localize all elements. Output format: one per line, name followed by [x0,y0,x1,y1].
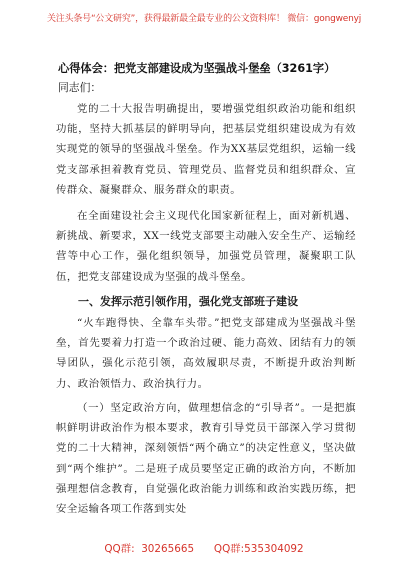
paragraph-1: 党的二十大报告明确提出，要增强党组织政治功能和组织功能，坚持大抓基层的鲜明导向，把基层党组织建设成为有效实现党的领导的坚强战斗堡垒。作为XX基层党组织，运输一线党支部承担着教育党员、管理党员、监督党员和组织群众、宣传群众、凝聚群众、服务群众的职责。 [56,103,356,196]
section-heading: 一、发挥示范引领作用，强化党支部班子建设 [78,295,298,308]
header-banner: 关注头条号“公文研究”，获得最新最全最专业的公文资料库！ 微信：gongwenyj [46,14,362,24]
paragraph-2: 在全面建设社会主义现代化国家新征程上，面对新机遇、新挑战、新要求，XX一线党支部要主动融入安全生产、运输经营等中心工作，强化组织领导，加强党员管理，凝聚职工队伍，把党支部建设成为坚强的战斗堡垒。 [56,210,356,283]
section-paragraph-1: “火车跑得快、全靠车头带。”把党支部建成为坚强战斗堡垒，首先要着力打造一个政治过硬、能力高效、团结有力的领导团队，强化示范引领，高效履职尽责，不断提升政治判断力、政治领悟力、政治执行力。 [56,317,356,390]
footer-qq-groups: QQ群: 30265665 QQ群:535304092 [104,543,304,555]
document-title: 心得体会：把党支部建设成为坚强战斗堡垒（3261字） [58,62,336,75]
salutation: 同志们： [58,81,102,94]
section-paragraph-2: （一）坚定政治方向，做理想信念的“引导者”。一是把旗帜鲜明讲政治作为根本要求，教育引导党员干部深入学习贯彻党的二十大精神，深刻领悟“两个确立”的决定性意义，坚决做到“两个维护”。二是班子成员要坚定正确的政治方向，不断加强理想信念教育，自觉强化政治能力训练和政治实践历练，把安全运输各项工作落到实处 [56,402,356,516]
